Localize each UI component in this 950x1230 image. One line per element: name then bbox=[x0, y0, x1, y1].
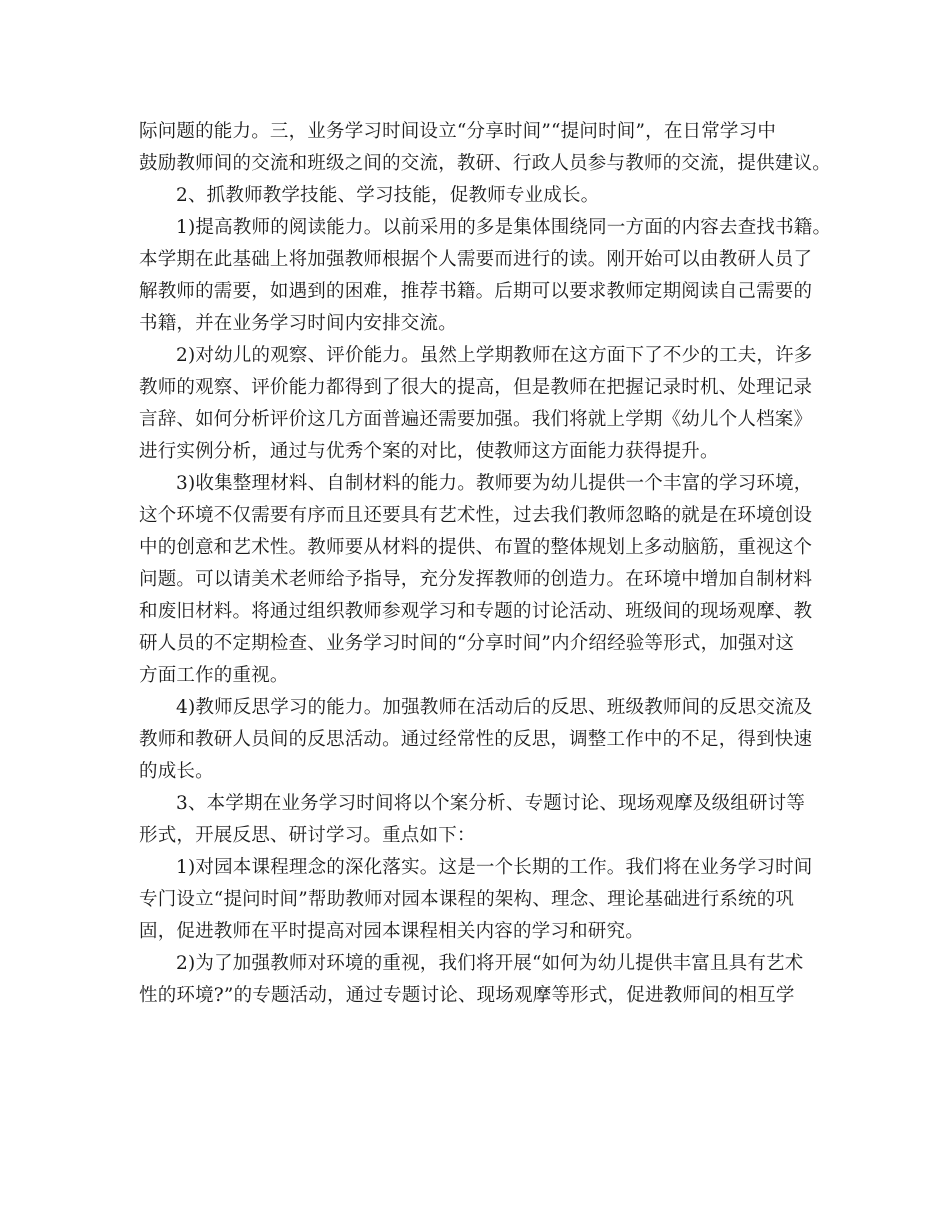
paragraph bbox=[139, 468, 819, 692]
paragraph bbox=[139, 692, 819, 788]
text-line: 本学期在此基础上将加强教师根据个人需要而进行的读。刚开始可以由教研人员了 bbox=[139, 249, 813, 270]
paragraph bbox=[139, 852, 819, 948]
text-line: 3、本学期在业务学习时间将以个案分析、专题讨论、现场观摩及级组研讨等 bbox=[176, 793, 806, 814]
paragraph bbox=[139, 116, 831, 180]
text-line: 问题。可以请美术老师给予指导，充分发挥教师的创造力。在环境中增加自制材料 bbox=[139, 569, 813, 590]
text-line: 2、抓教师教学技能、学习技能，促教师专业成长。 bbox=[176, 185, 600, 206]
text-line: 性的环境?”的专题活动，通过专题讨论、现场观摩等形式，促进教师间的相互学 bbox=[139, 985, 795, 1006]
text-line: 形式，开展反思、研讨学习。重点如下： bbox=[139, 825, 476, 846]
text-line: 书籍，并在业务学习时间内安排交流。 bbox=[139, 313, 457, 334]
text-line: 的成长。 bbox=[139, 761, 214, 782]
text-line: 言辞、如何分析评价这几方面普遍还需要加强。我们将就上学期《幼儿个人档案》 bbox=[139, 409, 813, 430]
text-line: 解教师的需要，如遇到的困难，推荐书籍。后期可以要求教师定期阅读自己需要的 bbox=[139, 281, 813, 302]
text-line: 1)提高教师的阅读能力。以前采用的多是集体围绕同一方面的内容去查找书籍。 bbox=[176, 217, 832, 238]
document-body bbox=[139, 116, 832, 1012]
text-line: 方面工作的重视。 bbox=[139, 665, 289, 686]
text-line: 和废旧材料。将通过组织教师参观学习和专题的讨论活动、班级间的现场观摩、教 bbox=[139, 601, 813, 622]
text-line: 2)为了加强教师对环境的重视，我们将开展“如何为幼儿提供丰富且具有艺术 bbox=[176, 953, 804, 974]
text-line: 1)对园本课程理念的深化落实。这是一个长期的工作。我们将在业务学习时间 bbox=[176, 857, 813, 878]
paragraph bbox=[139, 948, 819, 1012]
paragraph bbox=[139, 180, 819, 212]
text-line: 专门设立“提问时间”帮助教师对园本课程的架构、理念、理论基础进行系统的巩 bbox=[139, 889, 795, 910]
text-line: 2)对幼儿的观察、评价能力。虽然上学期教师在这方面下了不少的工夫，许多 bbox=[176, 345, 813, 366]
text-line: 鼓励教师间的交流和班级之间的交流，教研、行政人员参与教师的交流，提供建议。 bbox=[139, 153, 831, 174]
text-line: 中的创意和艺术性。教师要从材料的提供、布置的整体规划上多动脑筋，重视这个 bbox=[139, 537, 813, 558]
paragraph bbox=[139, 212, 832, 340]
text-line: 教师和教研人员间的反思活动。通过经常性的反思，调整工作中的不足，得到快速 bbox=[139, 729, 813, 750]
text-line: 4)教师反思学习的能力。加强教师在活动后的反思、班级教师间的反思交流及 bbox=[176, 697, 813, 718]
text-line: 教师的观察、评价能力都得到了很大的提高，但是教师在把握记录时机、处理记录 bbox=[139, 377, 813, 398]
text-line: 固，促进教师在平时提高对园本课程相关内容的学习和研究。 bbox=[139, 921, 644, 942]
paragraph bbox=[139, 340, 819, 468]
text-line: 3)收集整理材料、自制材料的能力。教师要为幼儿提供一个丰富的学习环境， bbox=[176, 473, 813, 494]
text-line: 研人员的不定期检查、业务学习时间的“分享时间”内介绍经验等形式，加强对这 bbox=[139, 633, 795, 654]
text-line: 进行实例分析，通过与优秀个案的对比，使教师这方面能力获得提升。 bbox=[139, 441, 719, 462]
text-line: 这个环境不仅需要有序而且还要具有艺术性，过去我们教师忽略的就是在环境创设 bbox=[139, 505, 813, 526]
text-line: 际问题的能力。三，业务学习时间设立“分享时间”“提问时间”，在日常学习中 bbox=[139, 121, 777, 142]
paragraph bbox=[139, 788, 819, 852]
